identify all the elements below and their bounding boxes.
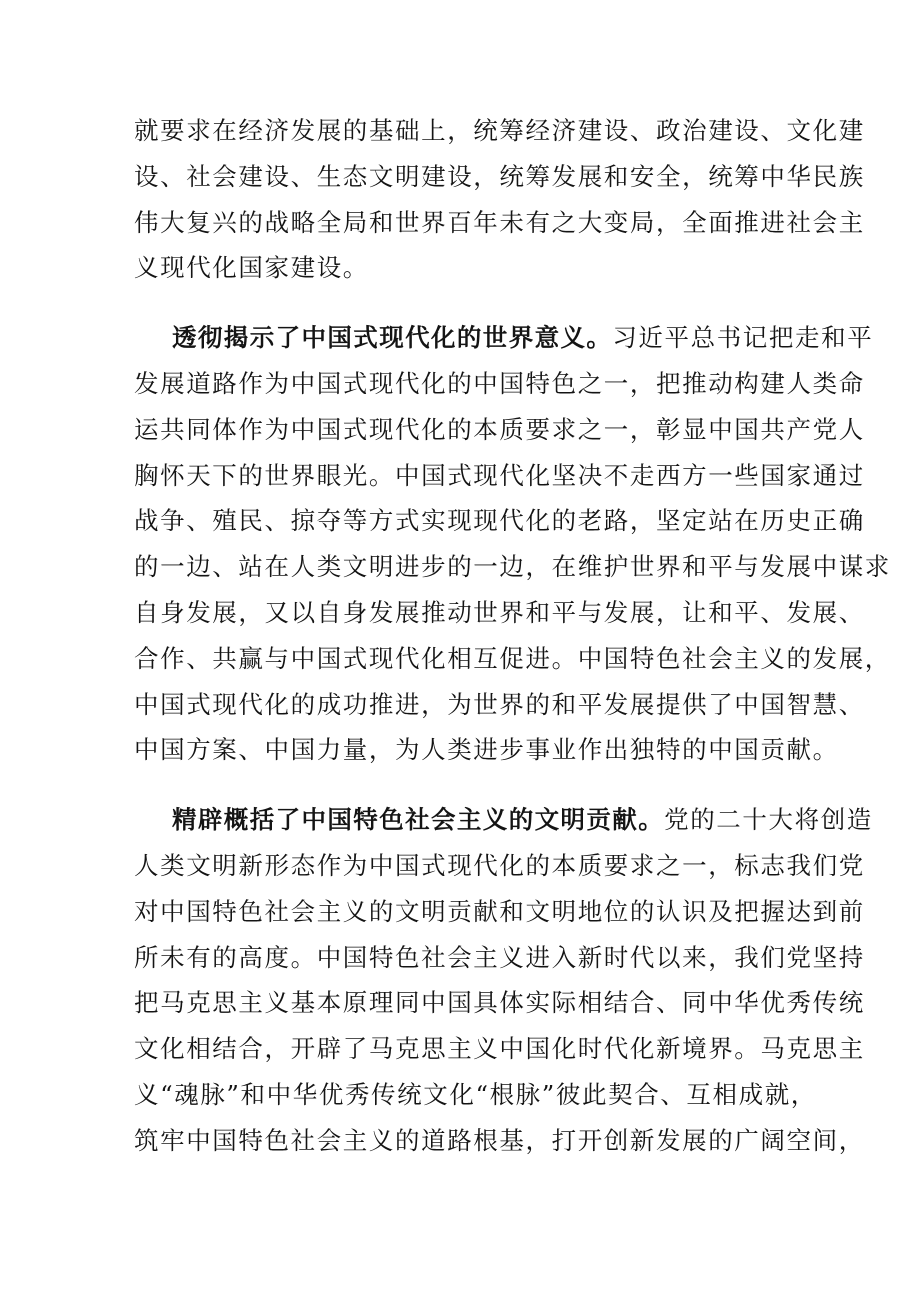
text-line: 设、社会建设、生态文明建设，统筹发展和安全，统筹中华民族 <box>134 161 865 191</box>
document-body <box>134 108 891 1164</box>
text-line: 中国式现代化的成功推进，为世界的和平发展提供了中国智慧、 <box>134 689 865 719</box>
text-line: 中国方案、中国力量，为人类进步事业作出独特的中国贡献。 <box>134 735 839 765</box>
paragraph-world-significance <box>134 315 891 773</box>
paragraph-gap <box>134 773 794 797</box>
text-line: 人类文明新形态作为中国式现代化的本质要求之一，标志我们党 <box>134 850 865 880</box>
text-line: 战争、殖民、掠夺等方式实现现代化的老路，坚定站在历史正确 <box>134 506 865 536</box>
text-line: 筑牢中国特色社会主义的道路根基，打开创新发展的广阔空间， <box>134 1125 865 1155</box>
text-line-first <box>134 315 874 361</box>
text-line: 运共同体作为中国式现代化的本质要求之一，彰显中国共产党人 <box>134 414 865 444</box>
paragraph-lead-heading: 透彻揭示了中国式现代化的世界意义。 <box>172 323 613 353</box>
text-run: 习近平总书记把走和平 <box>612 323 874 353</box>
text-line: 义现代化国家建设。 <box>134 253 369 283</box>
text-line: 合作、共赢与中国式现代化相互促进。中国特色社会主义的发展， <box>134 643 891 673</box>
paragraph-continuation <box>134 108 865 291</box>
text-line: 就要求在经济发展的基础上，统筹经济建设、政治建设、文化建 <box>134 116 865 145</box>
text-line: 对中国特色社会主义的文明贡献和文明地位的认识及把握达到前 <box>134 896 865 926</box>
text-line: 的一边、站在人类文明进步的一边，在维护世界和平与发展中谋求 <box>134 552 891 582</box>
text-line: 文化相结合，开辟了马克思主义中国化时代化新境界。马克思主 <box>134 1034 865 1064</box>
paragraph-lead-heading: 精辟概括了中国特色社会主义的文明贡献。 <box>172 805 665 835</box>
text-line: 自身发展，又以自身发展推动世界和平与发展，让和平、发展、 <box>134 597 865 627</box>
text-line: 所未有的高度。中国特色社会主义进入新时代以来，我们党坚持 <box>134 942 865 972</box>
paragraph-gap <box>134 291 794 315</box>
text-line: 胸怀天下的世界眼光。中国式现代化坚决不走西方一些国家通过 <box>134 460 865 490</box>
text-line: 伟大复兴的战略全局和世界百年未有之大变局，全面推进社会主 <box>134 207 865 237</box>
text-line: 把马克思主义基本原理同中国具体实际相结合、同中华优秀传统 <box>134 988 865 1018</box>
text-line-first <box>134 797 873 843</box>
text-run: 党的二十大将创造 <box>664 805 873 835</box>
paragraph-civilization-contribution <box>134 797 873 1163</box>
text-line: 义“魂脉”和中华优秀传统文化“根脉”彼此契合、互相成就， <box>134 1079 817 1109</box>
text-line: 发展道路作为中国式现代化的中国特色之一，把推动构建人类命 <box>134 368 865 398</box>
